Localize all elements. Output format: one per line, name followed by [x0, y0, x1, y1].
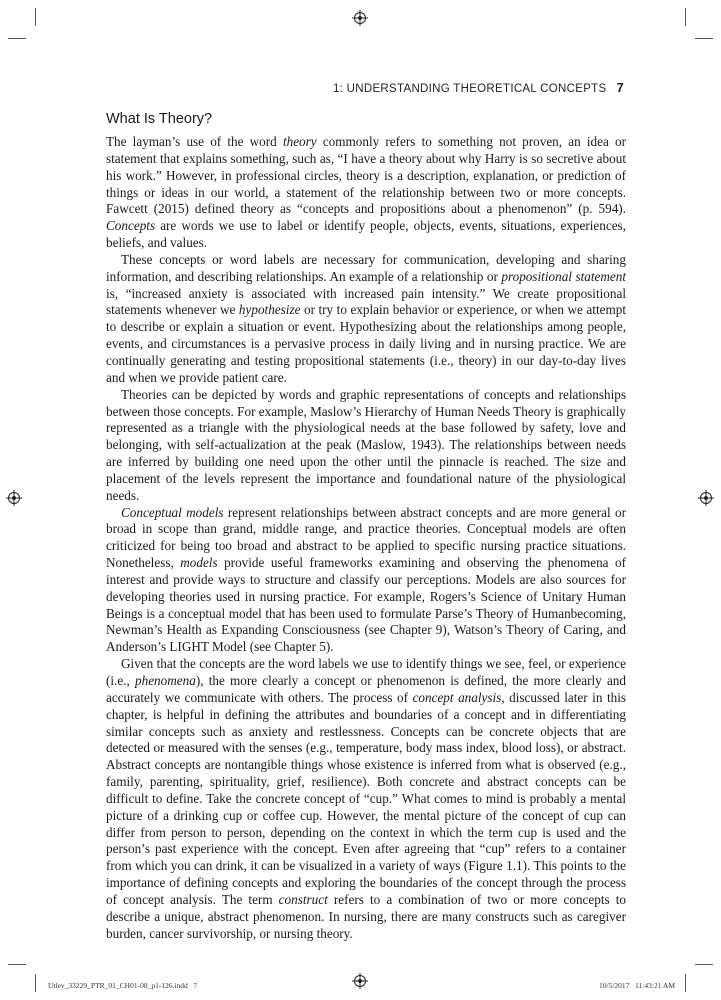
- registration-mark-icon: [354, 12, 366, 24]
- text-run: or try to explain behavior or experience, or when we attempt to describe or explain a situation or event. Hypothesizing about the relationships among people, events, and circumstances is a pervasive process in daily living and in nursing practice. We are continually generating and testing propositional statements (i.e., theory) in our day-to-day lives and when we provide patient care.: [106, 302, 626, 385]
- text-run: provide useful frameworks examining and observing the phenomena of interest and provide ways to structure and classify our perceptions. Models are also sources for developing theories used in nursing practice. For example, Rogers’s Science of Unitary Human Beings is a conceptual model that has been used to formulate Parse’s Theory of Humanbecoming, Newman’s Health as Expanding Consciousness (see Chapter 9), Watson’s Theory of Caring, and Anderson’s LIGHT Model (see Chapter 5).: [106, 555, 626, 655]
- page-number: 7: [616, 80, 624, 95]
- crop-mark: [685, 8, 686, 26]
- text-run: refers to a combination of two or more concepts to describe a unique, abstract phenomenon. In nursing, there are many constructs such as caregiver burden, cancer survivorship, or nursing theory.: [106, 891, 626, 941]
- text-run: ), the more clearly a concept or phenomenon is defined, the more clearly and accurately we communicate with others. The process of: [106, 673, 626, 705]
- crop-mark: [35, 8, 36, 26]
- italic-term: phenomena: [135, 673, 196, 688]
- slug-filename: Utley_33229_PTR_01_CH01-08_p1-126.indd 7: [48, 981, 198, 990]
- registration-mark-icon: [8, 492, 20, 504]
- paragraph: [106, 656, 626, 942]
- crop-mark: [695, 38, 713, 39]
- text-run: discussed later in this chapter, is helpful in defining the attributes and boundaries of a concept and in differentiating similar concepts such as anxiety and restlessness. Concepts can be concrete objects that are detected or measured with the senses (e.g., temperature, body mass index, blood loss), or abstract. Abstract concepts are nontangible things whose existence is inferred from what is observed (e.g., family, parenting, spirituality, grief, resilience). Both concrete and abstract concepts can be difficult to define. Take the concrete concept of “cup.” What comes to mind is probably a mental picture of a drinking cup or coffee cup. However, the mental picture of the concept of cup can differ from person to person, depending on the context in which the term cup is used and the person’s past experience with the concept. Even after agreeing that “cup” refers to a container from which you can drink, it can be visualized in a variety of ways (Figure 1.1). This points to the importance of defining concepts and exploring the boundaries of the concept through the process of concept analysis. The term: [106, 689, 627, 907]
- text-run: commonly refers to something not proven, an idea or statement that explains something, such as, “I have a theory about why Harry is so secretive about his work.” However, in professional circles, theory is a description, explanation, or prediction of things or ideas in our world, a statement of the relationship between two or more concepts. Fawcett (2015) defined theory as “concepts and propositions about a phenomenon” (p. 594).: [106, 134, 626, 217]
- italic-term: theory: [282, 134, 317, 149]
- registration-mark-icon: [700, 492, 712, 504]
- crop-mark: [8, 964, 26, 965]
- crop-mark: [685, 974, 686, 992]
- running-head: [333, 80, 624, 95]
- text-run: represent relationships between abstract concepts and are more general or broad in scope than grand, middle range, and practice theories. Conceptual models are often criticized for being too broad and abstract to be applied to specific nursing practice situations. Nonetheless,: [106, 504, 626, 571]
- paragraph: [106, 387, 626, 505]
- italic-term: models: [180, 555, 218, 571]
- text-run: are words we use to label or identify people, objects, events, situations, experiences, beliefs, and values.: [106, 218, 626, 251]
- crop-mark: [8, 38, 26, 39]
- italic-term: Concepts: [106, 218, 156, 234]
- paragraph: [106, 505, 626, 657]
- text-run: These concepts or word labels are necessary for communication, developing and sharing information, and describing relationships. An example of a relationship or: [106, 251, 626, 284]
- section-heading: What Is Theory?: [106, 111, 213, 127]
- running-head-chapter: 1: UNDERSTANDING THEORETICAL CONCEPTS: [332, 83, 607, 95]
- italic-term: Conceptual models: [121, 504, 224, 520]
- italic-term: propositional statement: [501, 268, 626, 284]
- registration-mark-icon: [354, 975, 366, 987]
- paragraph: [106, 134, 626, 252]
- slug-timestamp: 10/5/2017 11:43:21 AM: [599, 981, 675, 990]
- text-run: The layman’s use of the word: [106, 134, 283, 149]
- text-run: is, “increased anxiety is associated with increased pain intensity.” We create propositional statements whenever we: [106, 285, 626, 318]
- text-run: Given that the concepts are the word labels we use to identify things we see, feel, or experience (i.e.,: [106, 656, 626, 688]
- text-run: Theories can be depicted by words and graphic representations of concepts and relationships between those concepts. For example, Maslow’s Hierarchy of Human Needs Theory is graphically represented as a triangle with the physiological needs at the base followed by safety, love and belonging, with self-actualization at the peak (Maslow, 1943). The relationships between needs are inferred by building one need upon the other until the pinnacle is reached. The size and placement of the levels represent the importance and foundational nature of the physiological needs.: [106, 386, 626, 503]
- paragraph: [106, 252, 626, 387]
- crop-mark: [695, 964, 713, 965]
- body-text: [106, 134, 626, 943]
- italic-term: concept analysis,: [412, 689, 505, 705]
- crop-mark: [35, 974, 36, 992]
- italic-term: construct: [278, 891, 328, 907]
- italic-term: hypothesize: [238, 302, 301, 318]
